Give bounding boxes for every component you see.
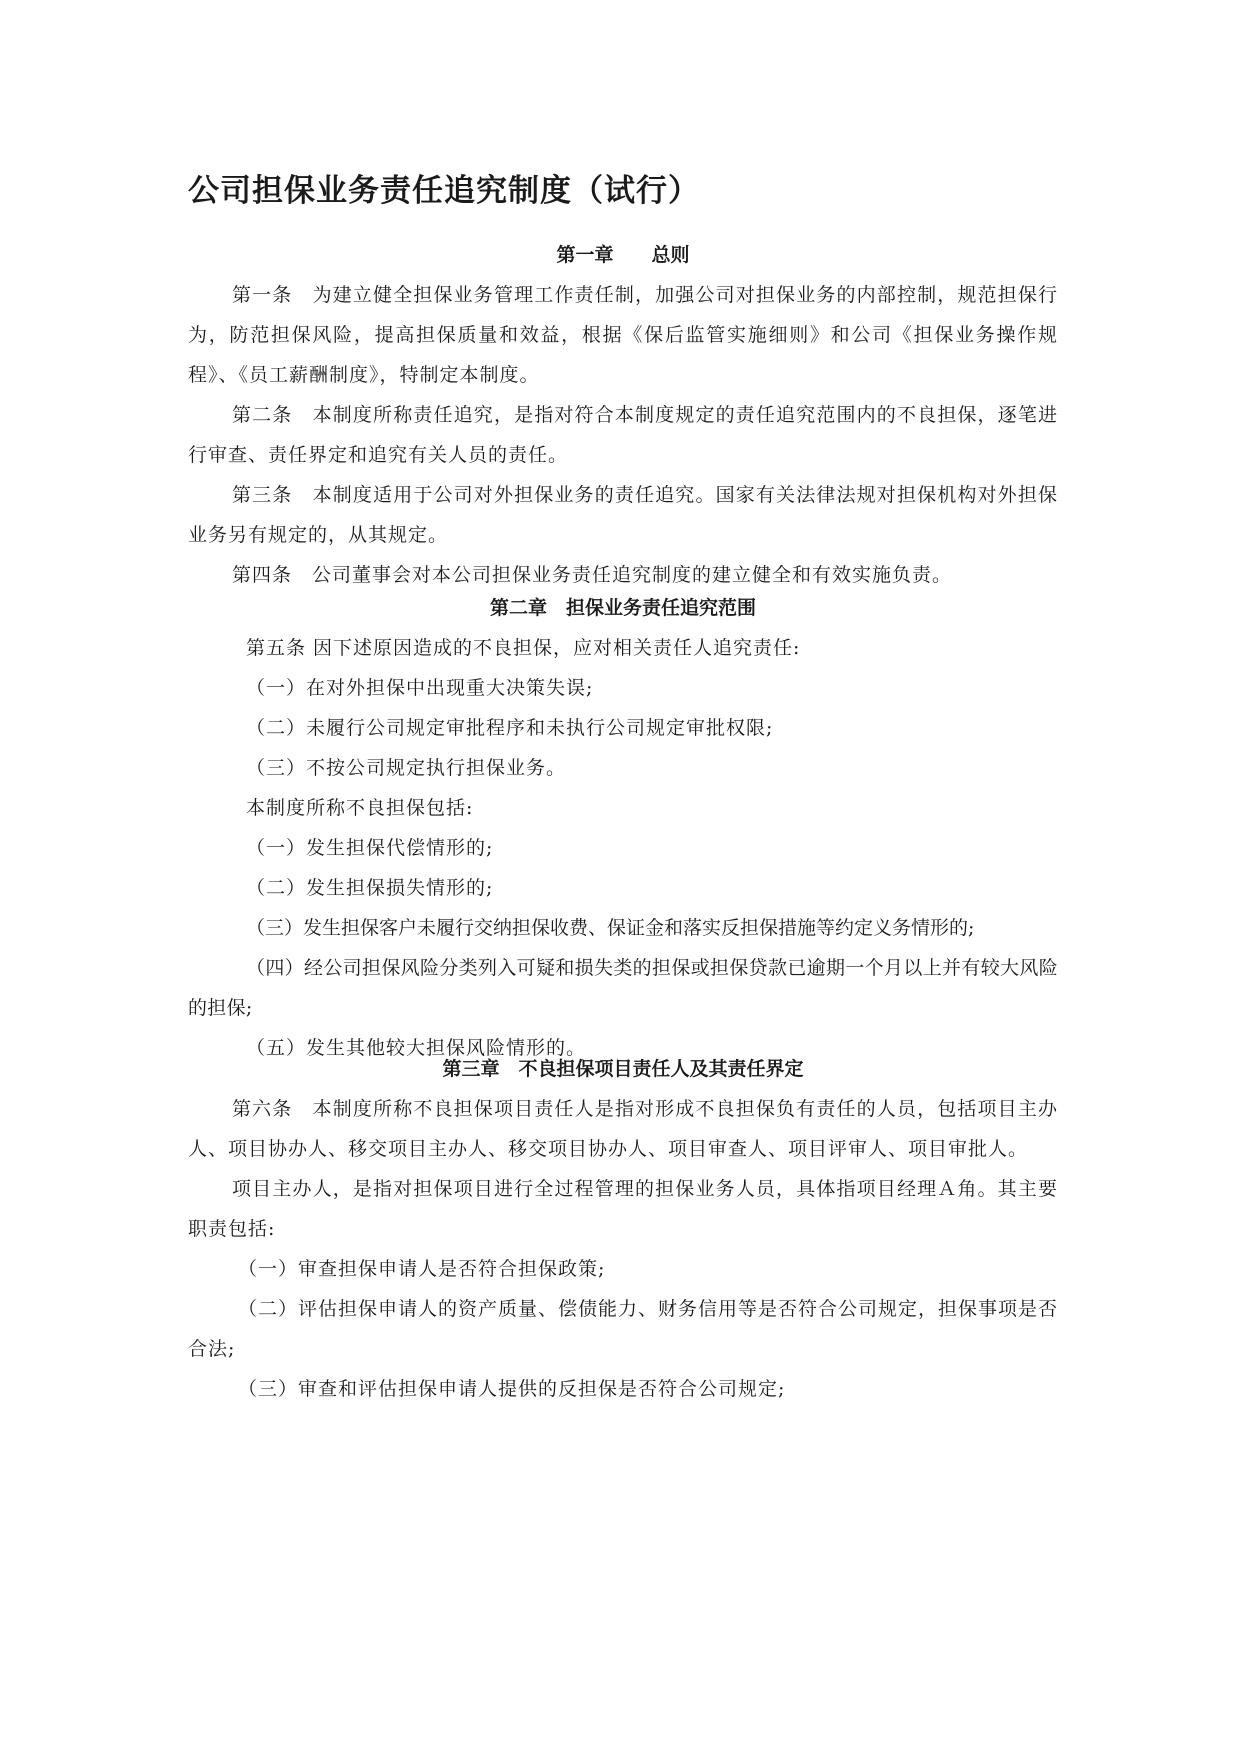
list-intro: 本制度所称不良担保包括: <box>246 797 474 819</box>
list-item: （四）经公司担保风险分类列入可疑和损失类的担保或担保贷款已逾期一个月以上并有较大风险的担保; <box>188 957 1058 1019</box>
article-2: 第二条 本制度所称责任追究，是指对符合本制度规定的责任追究范围内的不良担保，逐笔进行审查、责任界定和追究有关人员的责任。 <box>188 404 1058 466</box>
article-4: 第四条 公司董事会对本公司担保业务责任追究制度的建立健全和有效实施负责。 <box>232 564 953 586</box>
paragraph: 项目主办人，是指对担保项目进行全过程管理的担保业务人员，具体指项目经理Ａ角。其主要职责包括: <box>188 1178 1058 1240</box>
chapter-heading: 第二章 担保业务责任追究范围 <box>489 597 756 619</box>
article-1: 第一条 为建立健全担保业务管理工作责任制，加强公司对担保业务的内部控制，规范担保行为，防范担保风险，提高担保质量和效益，根据《保后监管实施细则》和公司《担保业务操作规程》、《员工薪酬制度》，特制定本制度。 <box>188 284 1058 386</box>
list-item: （二）评估担保申请人的资产质量、偿债能力、财务信用等是否符合公司规定，担保事项是否合法; <box>188 1298 1059 1360</box>
list-item: （一）审查担保申请人是否符合担保政策; <box>238 1258 606 1280</box>
chapter-1-section <box>188 235 1058 595</box>
list-item: （一）在对外担保中出现重大决策失误; <box>246 677 594 699</box>
list-item: （一）发生担保代偿情形的; <box>246 837 494 859</box>
list-item: （二）发生担保损失情形的; <box>246 877 494 899</box>
list-item: （二）未履行公司规定审批程序和未执行公司规定审批权限; <box>246 717 774 739</box>
chapter-heading: 第一章 总则 <box>556 244 690 266</box>
list-item: （五）发生其他较大担保风险情形的。 <box>246 1037 587 1059</box>
list-item: （三）审查和评估担保申请人提供的反担保是否符合公司规定; <box>238 1378 786 1400</box>
chapter-2-section <box>188 588 1058 1068</box>
list-item: （三）不按公司规定执行担保业务。 <box>246 757 567 779</box>
chapter-3-section <box>188 1049 1058 1409</box>
document-title: 公司担保业务责任追究制度（试行） <box>188 173 700 209</box>
article-5: 第五条 因下述原因造成的不良担保，应对相关责任人追究责任: <box>246 637 801 659</box>
list-item: （三）发生担保客户未履行交纳担保收费、保证金和落实反担保措施等约定义务情形的; <box>246 917 975 939</box>
article-3: 第三条 本制度适用于公司对外担保业务的责任追究。国家有关法律法规对担保机构对外担保业务另有规定的，从其规定。 <box>188 484 1058 546</box>
article-6: 第六条 本制度所称不良担保项目责任人是指对形成不良担保负有责任的人员，包括项目主办人、项目协办人、移交项目主办人、移交项目协办人、项目审查人、项目评审人、项目审批人。 <box>188 1098 1058 1160</box>
chapter-heading: 第三章 不良担保项目责任人及其责任界定 <box>442 1058 804 1080</box>
